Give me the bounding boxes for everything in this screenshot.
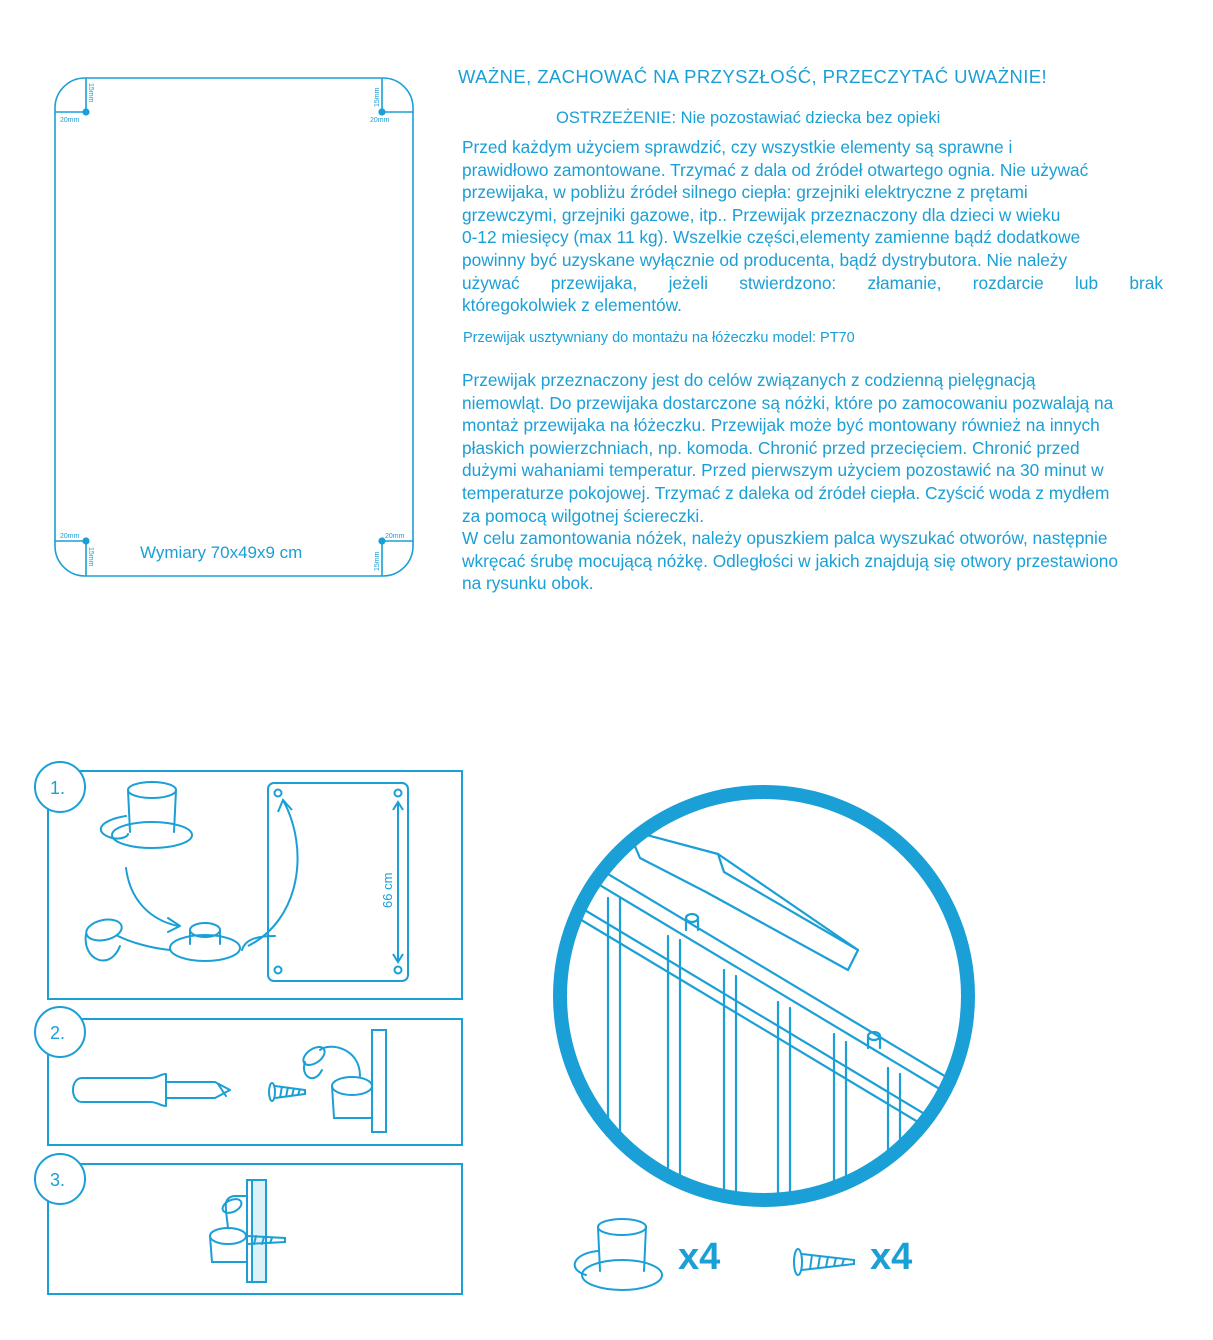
step-number-1: 1. <box>50 778 66 798</box>
corner-label-h-br: 15mm <box>374 551 381 571</box>
text-line: któregokolwiek z elementów. <box>462 295 682 316</box>
word: lub <box>1075 272 1099 293</box>
corner-label-w-tr: 20mm <box>370 117 390 124</box>
text-line: za pomocą wilgotnej ścierecz​ki. <box>462 505 705 526</box>
assembly-steps <box>0 750 470 1310</box>
text-line: wkręcać śrubę mocującą nóżkę. Odległości w jakich znajdują się otwory przestawiono <box>462 550 1119 571</box>
length-label: 66 cm <box>380 872 395 908</box>
text-line: montaż przewijaka na łóżeczku. Przewijak może być montowany również na innych <box>462 415 1100 436</box>
leg-clip-icon <box>84 782 275 961</box>
word: jeżeli <box>668 272 708 293</box>
dimensions-label: Wymiary 70x49x9 cm <box>140 543 303 562</box>
corner-label-w-tl: 20mm <box>60 117 80 124</box>
text-line: 0-12 miesięcy (max 11 kg). Wszelkie części,elementy zamienne bądź dodatkowe <box>462 227 1081 248</box>
text-line: płaskich powierzchniach, np. komoda. Chronić przed przecięciem. Chronić przed <box>462 437 1080 458</box>
step-number-3: 3. <box>50 1170 66 1190</box>
safety-paragraph <box>462 136 1163 317</box>
model-line: Przewijak usztywniany do montażu na łóżeczku model: PT70 <box>463 330 855 346</box>
page-title: WAŻNE, ZACHOWAĆ NA PRZYSZŁOŚĆ, PRZECZYTAĆ UWAŻNIE! <box>458 66 1048 87</box>
text-line: Przed każdym użyciem sprawdzić, czy wszystkie elementy są sprawne i <box>462 137 1013 157</box>
step-number-2: 2. <box>50 1023 66 1043</box>
crib-mounting-detail <box>548 780 980 1212</box>
description-paragraph <box>462 369 1118 595</box>
corner-label-h-tl: 15mm <box>87 83 94 103</box>
text-line: W celu zamontowania nóżek, należy opuszkiem palca wyszukać otworów, następnie <box>462 528 1108 549</box>
word: przewijaka, <box>550 272 638 293</box>
leg-part-icon <box>566 1213 666 1303</box>
board-outline-diagram <box>50 75 420 585</box>
corner-label-h-bl: 15mm <box>87 547 94 567</box>
leg-on-board-icon <box>300 1030 386 1132</box>
text-line: dużymi wahaniami temperatur. Przed pierwszym użyciem pozostawić na 30 minut w <box>462 460 1104 481</box>
screw-icon <box>269 1083 305 1101</box>
word: złamanie, <box>867 272 942 293</box>
assembled-leg-icon <box>210 1180 285 1282</box>
text-line-justified <box>462 272 1163 295</box>
corner-label-w-bl: 20mm <box>60 533 80 540</box>
text-line: Przewijak przeznaczony jest do celów związanych z codzienną pielęgnacją <box>462 370 1036 390</box>
text-line: powinny być uzyskane wyłącznie od producenta, bądź dystrybutora. Nie należy <box>462 249 1068 270</box>
corner-label-h-tr: 15mm <box>374 87 381 107</box>
text-line: grzewczymi, grzejniki gazowe, itp.. Przewijak przeznaczony dla dzieci w wieku <box>462 204 1061 225</box>
legs-count: x4 <box>678 1236 721 1278</box>
text-line: przewijaka, w pobliżu źródeł silnego ciepła: grzejniki elektryczne z prętami <box>462 182 1028 203</box>
warning-heading: OSTRZEŻENIE: Nie pozostawiać dziecka bez opieki <box>556 109 941 127</box>
screw-part-icon <box>790 1242 860 1282</box>
corner-label-w-br: 20mm <box>385 533 405 540</box>
screwdriver-icon <box>73 1074 230 1106</box>
text-line: prawidłowo zamontowane. Trzymać z dala od źródeł otwartego ognia. Nie używać <box>462 159 1089 180</box>
screws-count: x4 <box>870 1236 913 1278</box>
word: brak <box>1129 272 1163 293</box>
word: stwierdzono: <box>739 272 837 293</box>
text-line: niemowląt. Do przewijaka dostarczone są nóżki, które po zamocowaniu pozwalają na <box>462 392 1114 413</box>
word: rozdarcie <box>972 272 1044 293</box>
word: używać <box>462 272 520 293</box>
text-line: na rysunku obok. <box>462 573 594 594</box>
text-line: temperaturze pokojowej. Trzymać z daleka od źródeł ciepła. Czyścić woda z mydłem <box>462 482 1110 503</box>
